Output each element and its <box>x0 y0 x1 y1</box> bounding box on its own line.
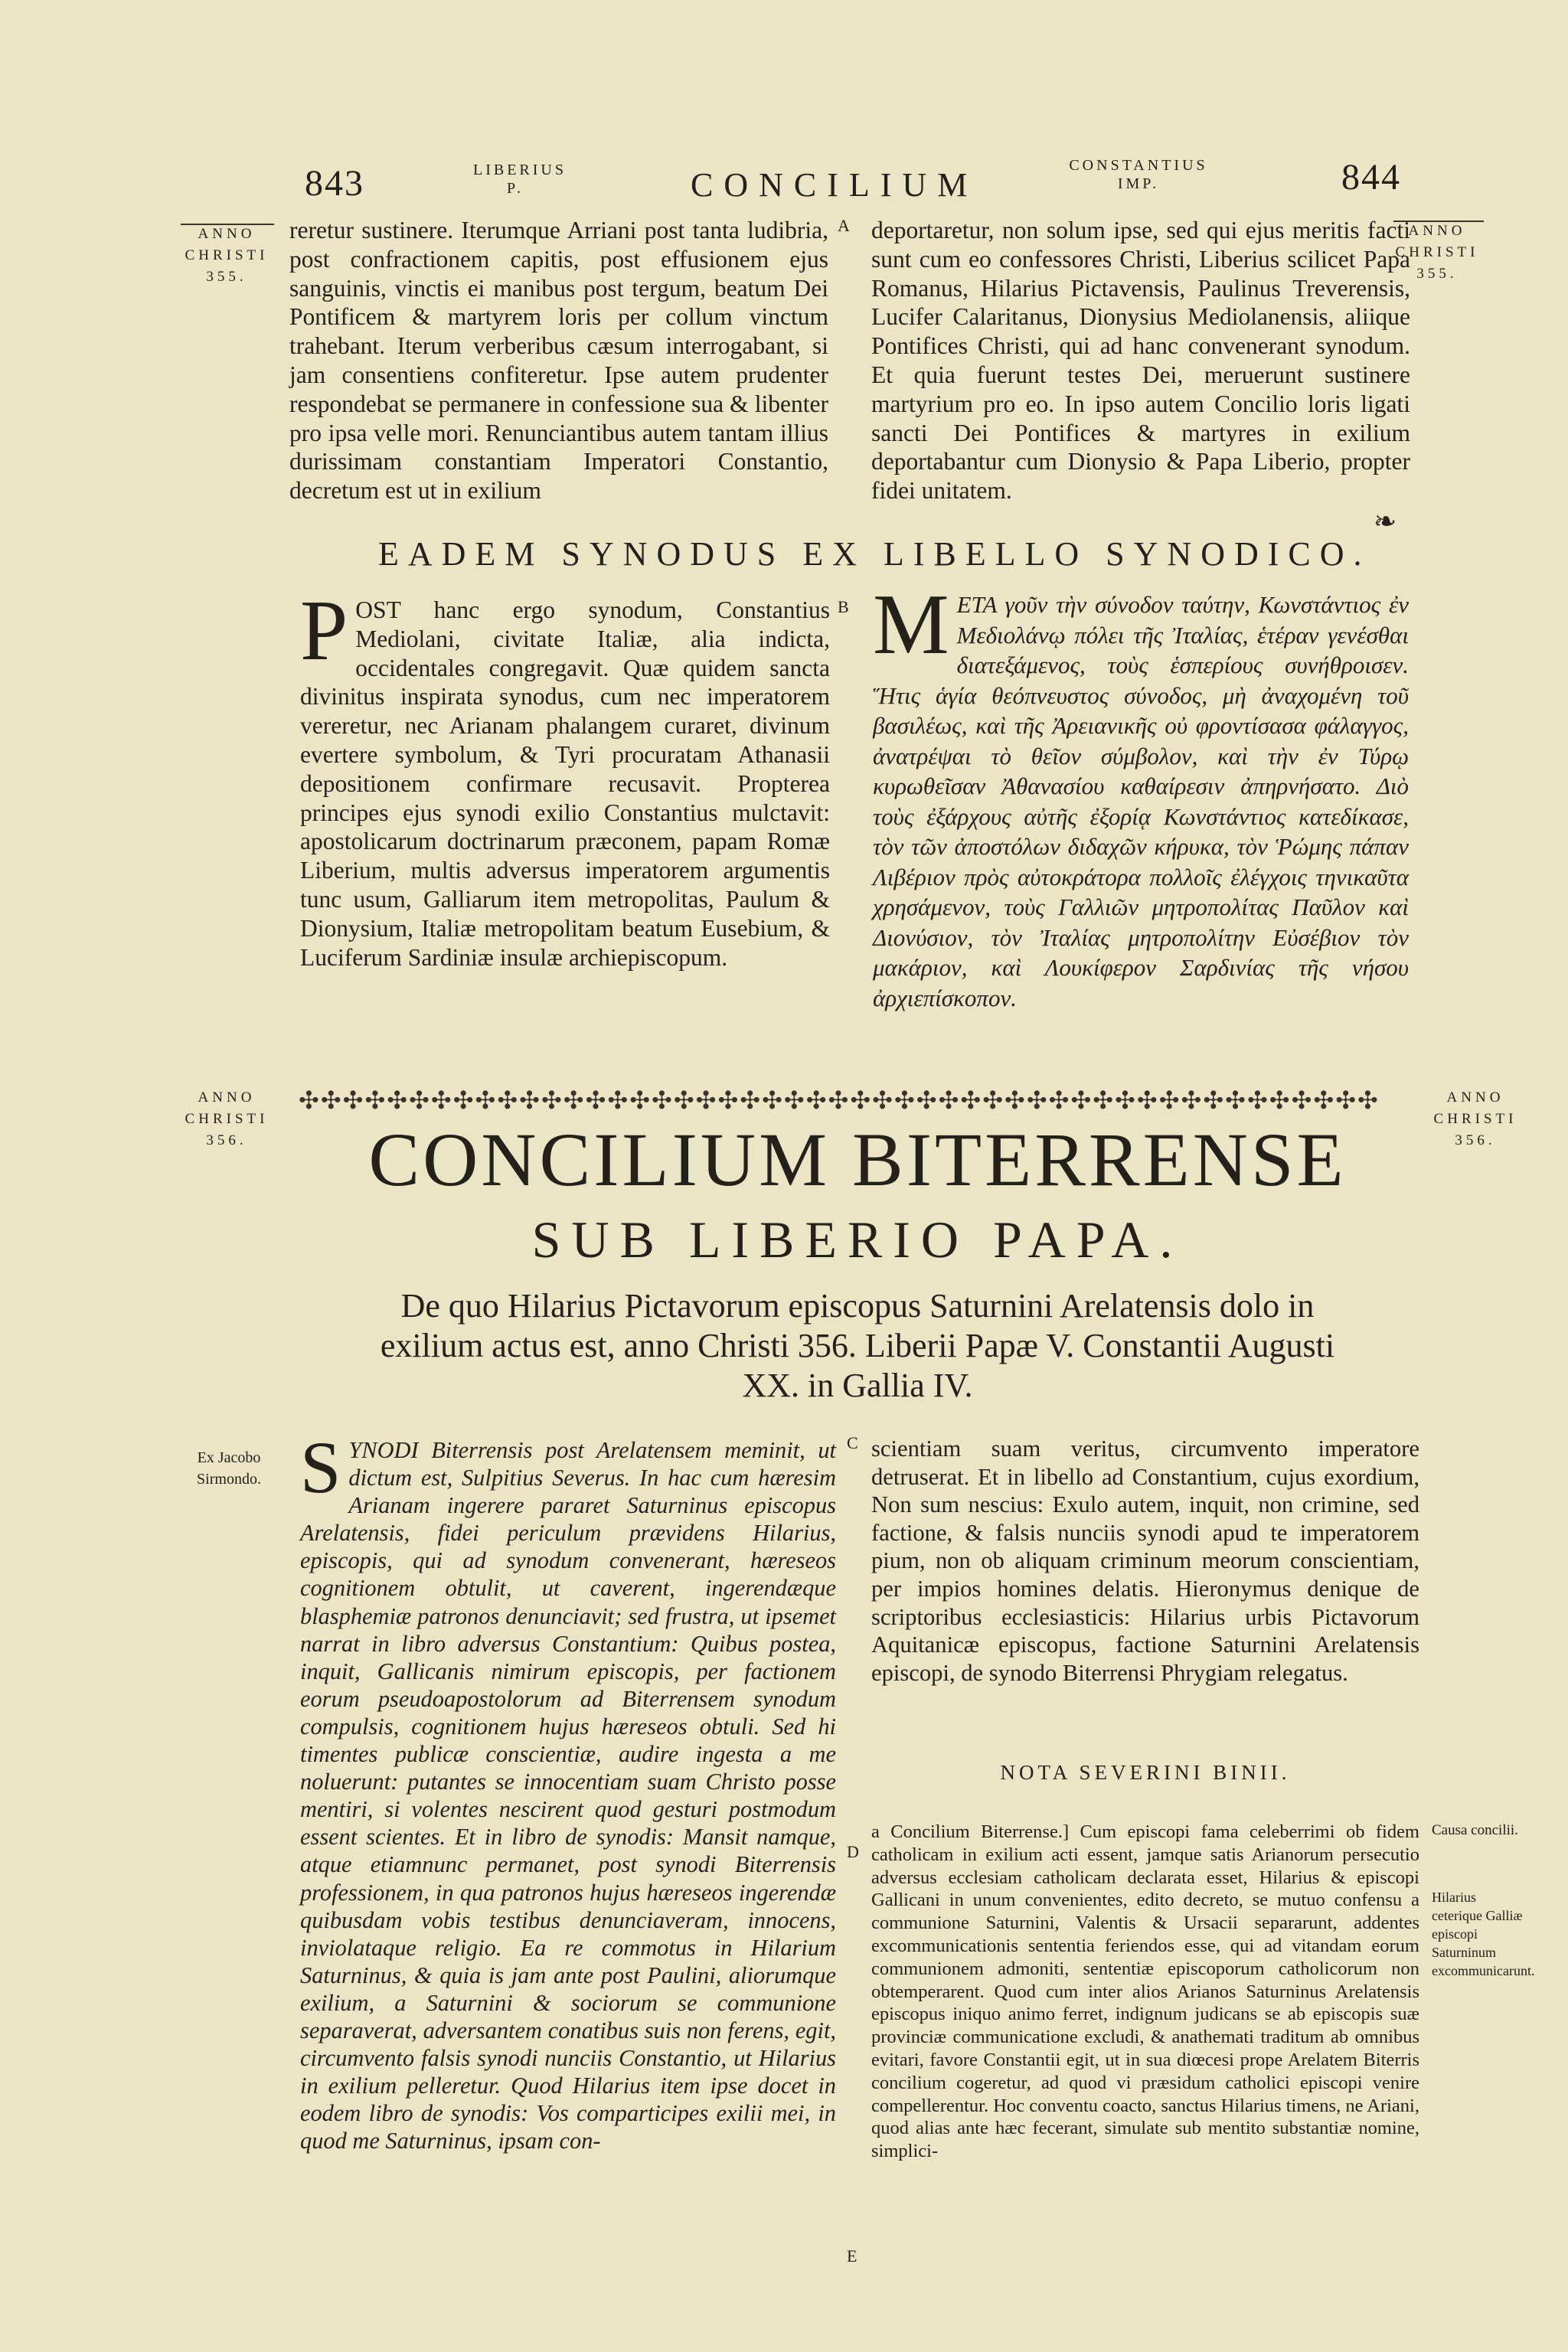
section3-left-text: YNODI Biterrensis post Arelatensem meminit, ut dictum est, Sulpitius Severus. In hac cum hæresim Arianam ingerere pararet Saturninus episcopus Arelatensis, fidei periculum prævidens Hilarius, episcopis, qui ad synodum convenerant, hæreseos cognitionem obtulit, ut caverent, ingerendæque blasphemiæ patronos denunciavit; sed frustra, ut ipsemet narrat in libro adversus Constantium: Quibus postea, inquit, Gallicanis nimirum episcopis, per factionem eorum pseudoapostolorum ad Biterrensem synodum compulsis, cognitionem hujus hæreseos obtuli. Sed hi timentes publicæ conscientiæ, audire ingesta a me noluerunt: putantes se innocentiam suam Christo posse mentiri, si volentes nescirent quod gesturi postmodum essent scientes. Et in libro de synodis: Mansit namque, atque etiamnunc permanet, post synodi Biterrensis professionem, in qua patronos hujus hæreseos ingerendæ quibusdam vobis testibus denunciaveram, innocens, inviolataque religio. Ea re commotus in Hilarium Saturninus, & quia is jam ante post Paulini, aliorumque exilium, a Saturnini & sociorum se communione separaverat, adversantem conatibus suis non ferens, egit, circumvento falsis synodi nunciis Constantio, ut Hilarius in exilium pelleretur. Quod Hilarius item ipse docet in eodem libro de synodis: Vos comparticipes exilii mei, in quod me Saturninus, ipsam con- <box>300 1437 836 2154</box>
section1-left-text: reretur sustinere. Iterumque Arriani post tanta ludibria, post confractionem capitis, post effusionem ejus sanguinis, vinctis ei manibus post tergum, beatum Dei Pontificem & martyrem loris per collum vinctum trahebant. Iterum verberibus cæsum interrogabant, si jam consentiens confiteretur. Ipse autem prudenter respondebat se permanere in confessione sua & libenter pro ipsa velle mori. Renunciantibus autem tantam illius durissimam constantiam Imperatori Constantio, decretum est ut in exilium <box>289 217 828 505</box>
fleuron-icon: ❧ <box>1374 506 1397 537</box>
running-title: CONCILIUM <box>691 166 978 204</box>
section2-left-column <box>300 583 830 972</box>
page-number-right: 844 <box>1341 157 1401 198</box>
note-heading: NOTA SEVERINI BINII. <box>1000 1761 1291 1784</box>
section1-left-column <box>289 216 828 505</box>
margin-letter-a: A <box>838 216 850 235</box>
council-description: De quo Hilarius Pictavorum episcopus Saturnini Arelatensis dolo in exilium actus est, anno Christi 356. Liberii Papæ V. Constantii Augusti XX. in Gallia IV. <box>380 1287 1335 1404</box>
note-text: a Concilium Biterrense.] Cum episcopi fama celeberrimi ob fidem catholicam in exilium acti essent, jamque satis Arianorum persecutio adversus ecclesiam catholicam declarata esset, Hilarius & episcopi Gallicani in unum convenientes, edito decreto, se mutuo confensu a communione Saturnini, Valentis & Ursacii separarunt, addentes excommunicationis sententia feriendos esse, qui ad vitandam eorum communionem admoniti, sententiæ episcoporum catholicorum non obtemperarent. Quod cum inter alios Arianos Saturninus Arelatensis episcopus iniquo animo ferret, indignum judicans se ab episcopis suæ provinciæ communicatione excludi, & anathemati traditum ab omnibus evitari, favore Constantii egit, ut in sua diœcesi prope Arelatem Biterris concilium cogeretur, ad quod vi præsidum catholici episcopi venire compellerentur. Hoc conventu coacto, sanctus Hilarius timens, ne Ariani, quod alias ante hæc fecerant, simulate sub mentito substantiæ nomine, simplici- <box>871 1821 1419 2162</box>
section1-right-text: deportaretur, non solum ipse, sed qui ejus meritis facti sunt cum eo confessores Christi, Liberius scilicet Papa Romanus, Hilarius Pictavensis, Paulinus Treverensis, Lucifer Calaritanus, Dionysius Mediolanensis, aliique Pontifices Christi, qui ad hanc convenerant synodum. Et quia fuerunt testes Dei, meruerunt sustinere martyrium pro eo. In ipso autem Concilio loris ligati sancti Dei Pontifices & martyres in exilium deportabantur cum Dionysio & Papa Liberio, propter fidei unitatem. <box>871 217 1410 505</box>
section2-left-text: OST hanc ergo synodum, Constantius Mediolani, civitate Italiæ, alia indicta, occidentales congregavit. Quæ quidem sancta divinitus inspirata synodus, cum nec imperatorem vereretur, nec Arianam phalangem curaret, divinum evertere symbolum, & Tyri procuratam Athanasii depositionem confirmare recusavit. Propterea principes ejus synodi exilio Constantius mulctavit: apostolicarum doctrinarum præconem, papam Romæ Liberium, multis adversus imperatorem argumentis tunc usum, Galliarum item metropolitas, Paulum & Dionysium, Italiæ metropolitam beatum Eusebium, & Luciferum Sardiniæ insulæ archiepiscopum. <box>300 596 830 971</box>
side-note-hilarius: Hilarius ceterique Galliæ episcopi Saturninum excommunicarunt. <box>1432 1890 1535 1978</box>
running-head-left: LIBERIUS P. <box>473 162 567 197</box>
dropcap-p: P <box>300 583 348 678</box>
section1-right-column <box>871 216 1410 505</box>
section3-right-text: scientiam suam veritus, circumvento imperatore detruserat. Et in libello ad Constantium, cujus exordium, Non sum nescius: Exulo autem, inquit, non crimine, sed factione, & falsis nunciis synodi apud te imperatorem pium, non ob aliquam criminum meorum conscientiam, per impios homines delatis. Hieronymus denique de scriptoribus ecclesiasticis: Hilarius urbis Pictavorum Aquitanicæ episcopus, factione Saturnini Arelatensis episcopi, de synodo Biterrensi Phrygiam relegatus. <box>871 1436 1419 1686</box>
dropcap-m: M <box>873 577 949 672</box>
margin-anno-christi-356-left: ANNO CHRISTI 356. <box>185 1089 269 1148</box>
section2-heading: EADEM SYNODUS EX LIBELLO SYNODICO. <box>378 535 1371 573</box>
section3-left-column <box>300 1426 836 2154</box>
margin-anno-christi-355-left: ANNO CHRISTI 355. <box>185 226 269 285</box>
ornament-band: ✣✣✣✣✣✣✣✣✣✣✣✣✣✣✣✣✣✣✣✣✣✣✣✣✣✣✣✣✣✣✣✣✣✣✣✣✣✣✣✣✣✣✣✣✣✣✣✣✣ <box>299 1086 1380 1114</box>
margin-anno-christi-356-right: ANNO CHRISTI 356. <box>1433 1089 1517 1148</box>
section2-greek-text: ETA γοῦν τὴν σύνοδον ταύτην, Κωνστάντιος ἐν Μεδιολάνῳ πόλει τῆς Ἰταλίας, ἑτέραν γενέσθαι διατεξάμενος, τοὺς ἑσπερίους συνήθροισεν. Ἥτις ἁγία θεόπνευστος σύνοδος, μὴ ἀναχομένη τοῦ βασιλέως, καὶ τῆς Ἀρειανικῆς οὐ φροντίσασα φάλαγγος, ἀνατρέψαι τὸ θεῖον σύμβολον, καὶ τὴν ἐν Τύρῳ κυρωθεῖσαν Ἀθανασίου καθαίρεσιν ἀπηρνήσατο. Διὸ τοὺς ἐξάρχους αὐτῆς ἐξορίᾳ Κωνστάντιος κατεδίκασε, τὸν τῶν ἀποστόλων διδαχῶν κήρυκα, τὸν Ῥώμης πάπαν Λιβέριον πρὸς αὐτοκράτορα πολλοῖς ἐλέγχοις τηνικαῦτα χρησάμενον, τοὺς Γαλλιῶν μητροπολίτας Παῦλον καὶ Διονύσιον, τὸν Ἰταλίας μητροπολίτην Εὐσέβιον τὸν μακάριον, καὶ Λουκίφερον Σαρδινίας τῆς νήσου ἀρχιεπίσκοπον. <box>873 591 1409 1011</box>
page-number-left: 843 <box>305 163 364 204</box>
margin-letter-d: D <box>847 1842 859 1861</box>
margin-source-sirmondo: Ex Jacobo Sirmondo. <box>197 1449 261 1488</box>
council-title: CONCILIUM BITERRENSE <box>368 1117 1347 1202</box>
margin-anno-christi-355-right: ANNO CHRISTI 355. <box>1395 223 1479 282</box>
section3-right-column <box>871 1435 1419 1687</box>
margin-rule <box>181 224 274 225</box>
dropcap-s: S <box>300 1426 341 1508</box>
margin-letter-b: B <box>838 597 849 616</box>
note-column <box>871 1821 1419 2163</box>
section2-right-column-greek <box>873 577 1409 1049</box>
running-head-right: CONSTANTIUS IMP. <box>1069 157 1208 192</box>
margin-letter-c: C <box>847 1433 858 1452</box>
side-note-causa: Causa concilii. <box>1432 1822 1518 1838</box>
margin-letter-e: E <box>847 2246 858 2265</box>
council-subtitle: SUB LIBERIO PAPA. <box>531 1210 1184 1269</box>
